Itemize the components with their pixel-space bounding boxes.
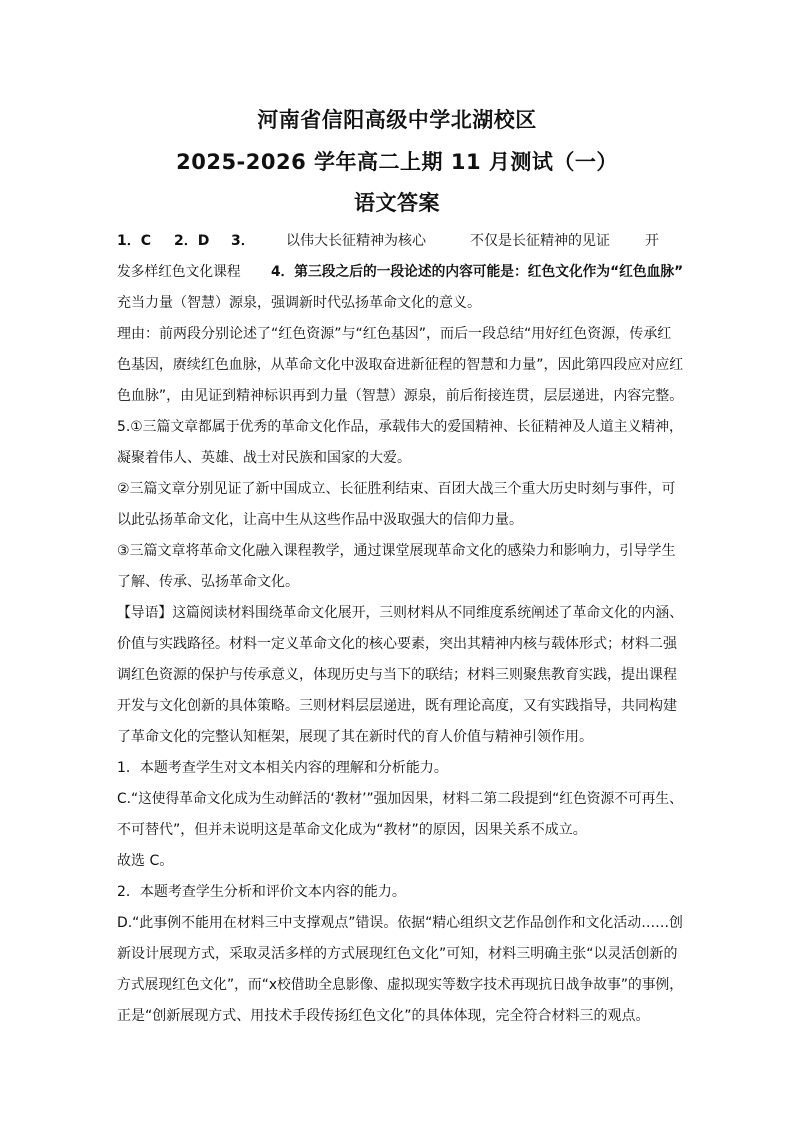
text-line: 2．本题考查学生分析和评价文本内容的能力。 bbox=[117, 884, 406, 900]
text-line: 了革命文化的完整认知框架，展现了其在新时代的育人价值与精神引领作用。 bbox=[117, 729, 593, 745]
text-line: D.“此事例不能用在材料三中支撑观点”错误。依据“精心组织文艺作品创作和文化活动……创 bbox=[117, 915, 683, 931]
text-line: 色基因，赓续红色血脉，从革命文化中汲取奋进新征程的智慧和力量”，因此第四段应对应红 bbox=[117, 357, 684, 373]
text-line: C.“这使得革命文化成为生动鲜活的‘教材’”强加因果，材料二第二段提到“红色资源不可再生、 bbox=[117, 791, 683, 807]
answer-body bbox=[117, 226, 683, 1032]
text-line: 凝聚着伟人、英雄、战士对民族和国家的大爱。 bbox=[117, 450, 411, 466]
answers-line bbox=[117, 226, 683, 257]
text-line: 色血脉”，由见证到精神标识再到力量（智慧）源泉，前后衔接连贯，层层递进，内容完整。 bbox=[117, 388, 684, 404]
text-segment: 发多样红色文化课程 bbox=[117, 264, 241, 280]
answer-q4: 4．第三段之后的一段论述的内容可能是：红色文化作为“红色血脉” bbox=[271, 264, 684, 280]
answer-q3-blank2: 不仅是长征精神的见证 bbox=[470, 233, 610, 249]
answer-q1: 1．C bbox=[117, 233, 152, 249]
school-title: 河南省信阳高级中学北湖校区 bbox=[257, 108, 537, 132]
text-line: 调红色资源的保护与传承意义，体现历史与当下的联结；材料三则聚焦教育实践，提出课程 bbox=[117, 667, 677, 683]
text-line: 正是“创新展现方式、用技术手段传扬红色文化”的具体体现，完全符合材料三的观点。 bbox=[117, 1008, 650, 1024]
text-line: ②三篇文章分别见证了新中国成立、长征胜利结束、百团大战三个重大历史时刻与事件，可 bbox=[117, 481, 676, 497]
text-line: 方式展现红色文化”，而“x校借助全息影像、虚拟现实等数字技术再现抗日战争故事”的事例， bbox=[117, 977, 684, 993]
answer-q2: 2．D bbox=[174, 233, 210, 249]
text-line: 1．本题考查学生对文本相关内容的理解和分析能力。 bbox=[117, 760, 448, 776]
answer-q3-blank1: 以伟大长征精神为核心 bbox=[286, 233, 426, 249]
text-line: 不可替代”，但并未说明这是革命文化成为“教材”的原因，因果关系不成立。 bbox=[117, 822, 587, 838]
text-line: 以此弘扬革命文化，让高中生从这些作品中汲取强大的信仰力量。 bbox=[117, 512, 523, 528]
text-line: 开发与文化创新的具体策略。三则材料层层递进，既有理论高度，又有实践指导，共同构建 bbox=[117, 698, 677, 714]
answer-q3-blank3: 开 bbox=[645, 233, 659, 249]
text-line: 【导语】这篇阅读材料围绕革命文化展开，三则材料从不同维度系统阐述了革命文化的内涵、 bbox=[117, 605, 684, 621]
text-line: 理由：前两段分别论述了“红色资源”与“红色基因”，而后一段总结“用好红色资源，传承红 bbox=[117, 326, 672, 342]
text-line: 价值与实践路径。材料一定义革命文化的核心要素，突出其精神内核与载体形式；材料二强 bbox=[117, 636, 677, 652]
exam-title: 2025-2026 学年高二上期 11 月测试（一） bbox=[176, 150, 618, 174]
answer-q3-label: 3． bbox=[231, 233, 255, 249]
text-line: 了解、传承、弘扬革命文化。 bbox=[117, 574, 299, 590]
text-line: ③三篇文章将革命文化融入课程教学，通过课堂展现革命文化的感染力和影响力，引导学生 bbox=[117, 543, 676, 559]
text-line: 5.①三篇文章都属于优秀的革命文化作品，承载伟大的爱国精神、长征精神及人道主义精神， bbox=[117, 419, 683, 435]
subject-title: 语文答案 bbox=[354, 191, 440, 215]
text-line bbox=[117, 257, 684, 288]
text-line: 充当力量（智慧）源泉，强调新时代弘扬革命文化的意义。 bbox=[117, 295, 481, 311]
text-line: 故选 C。 bbox=[117, 853, 174, 869]
text-line: 新设计展现方式，采取灵活多样的方式展现红色文化”可知，材料三明确主张“以灵活创新的 bbox=[117, 946, 678, 962]
